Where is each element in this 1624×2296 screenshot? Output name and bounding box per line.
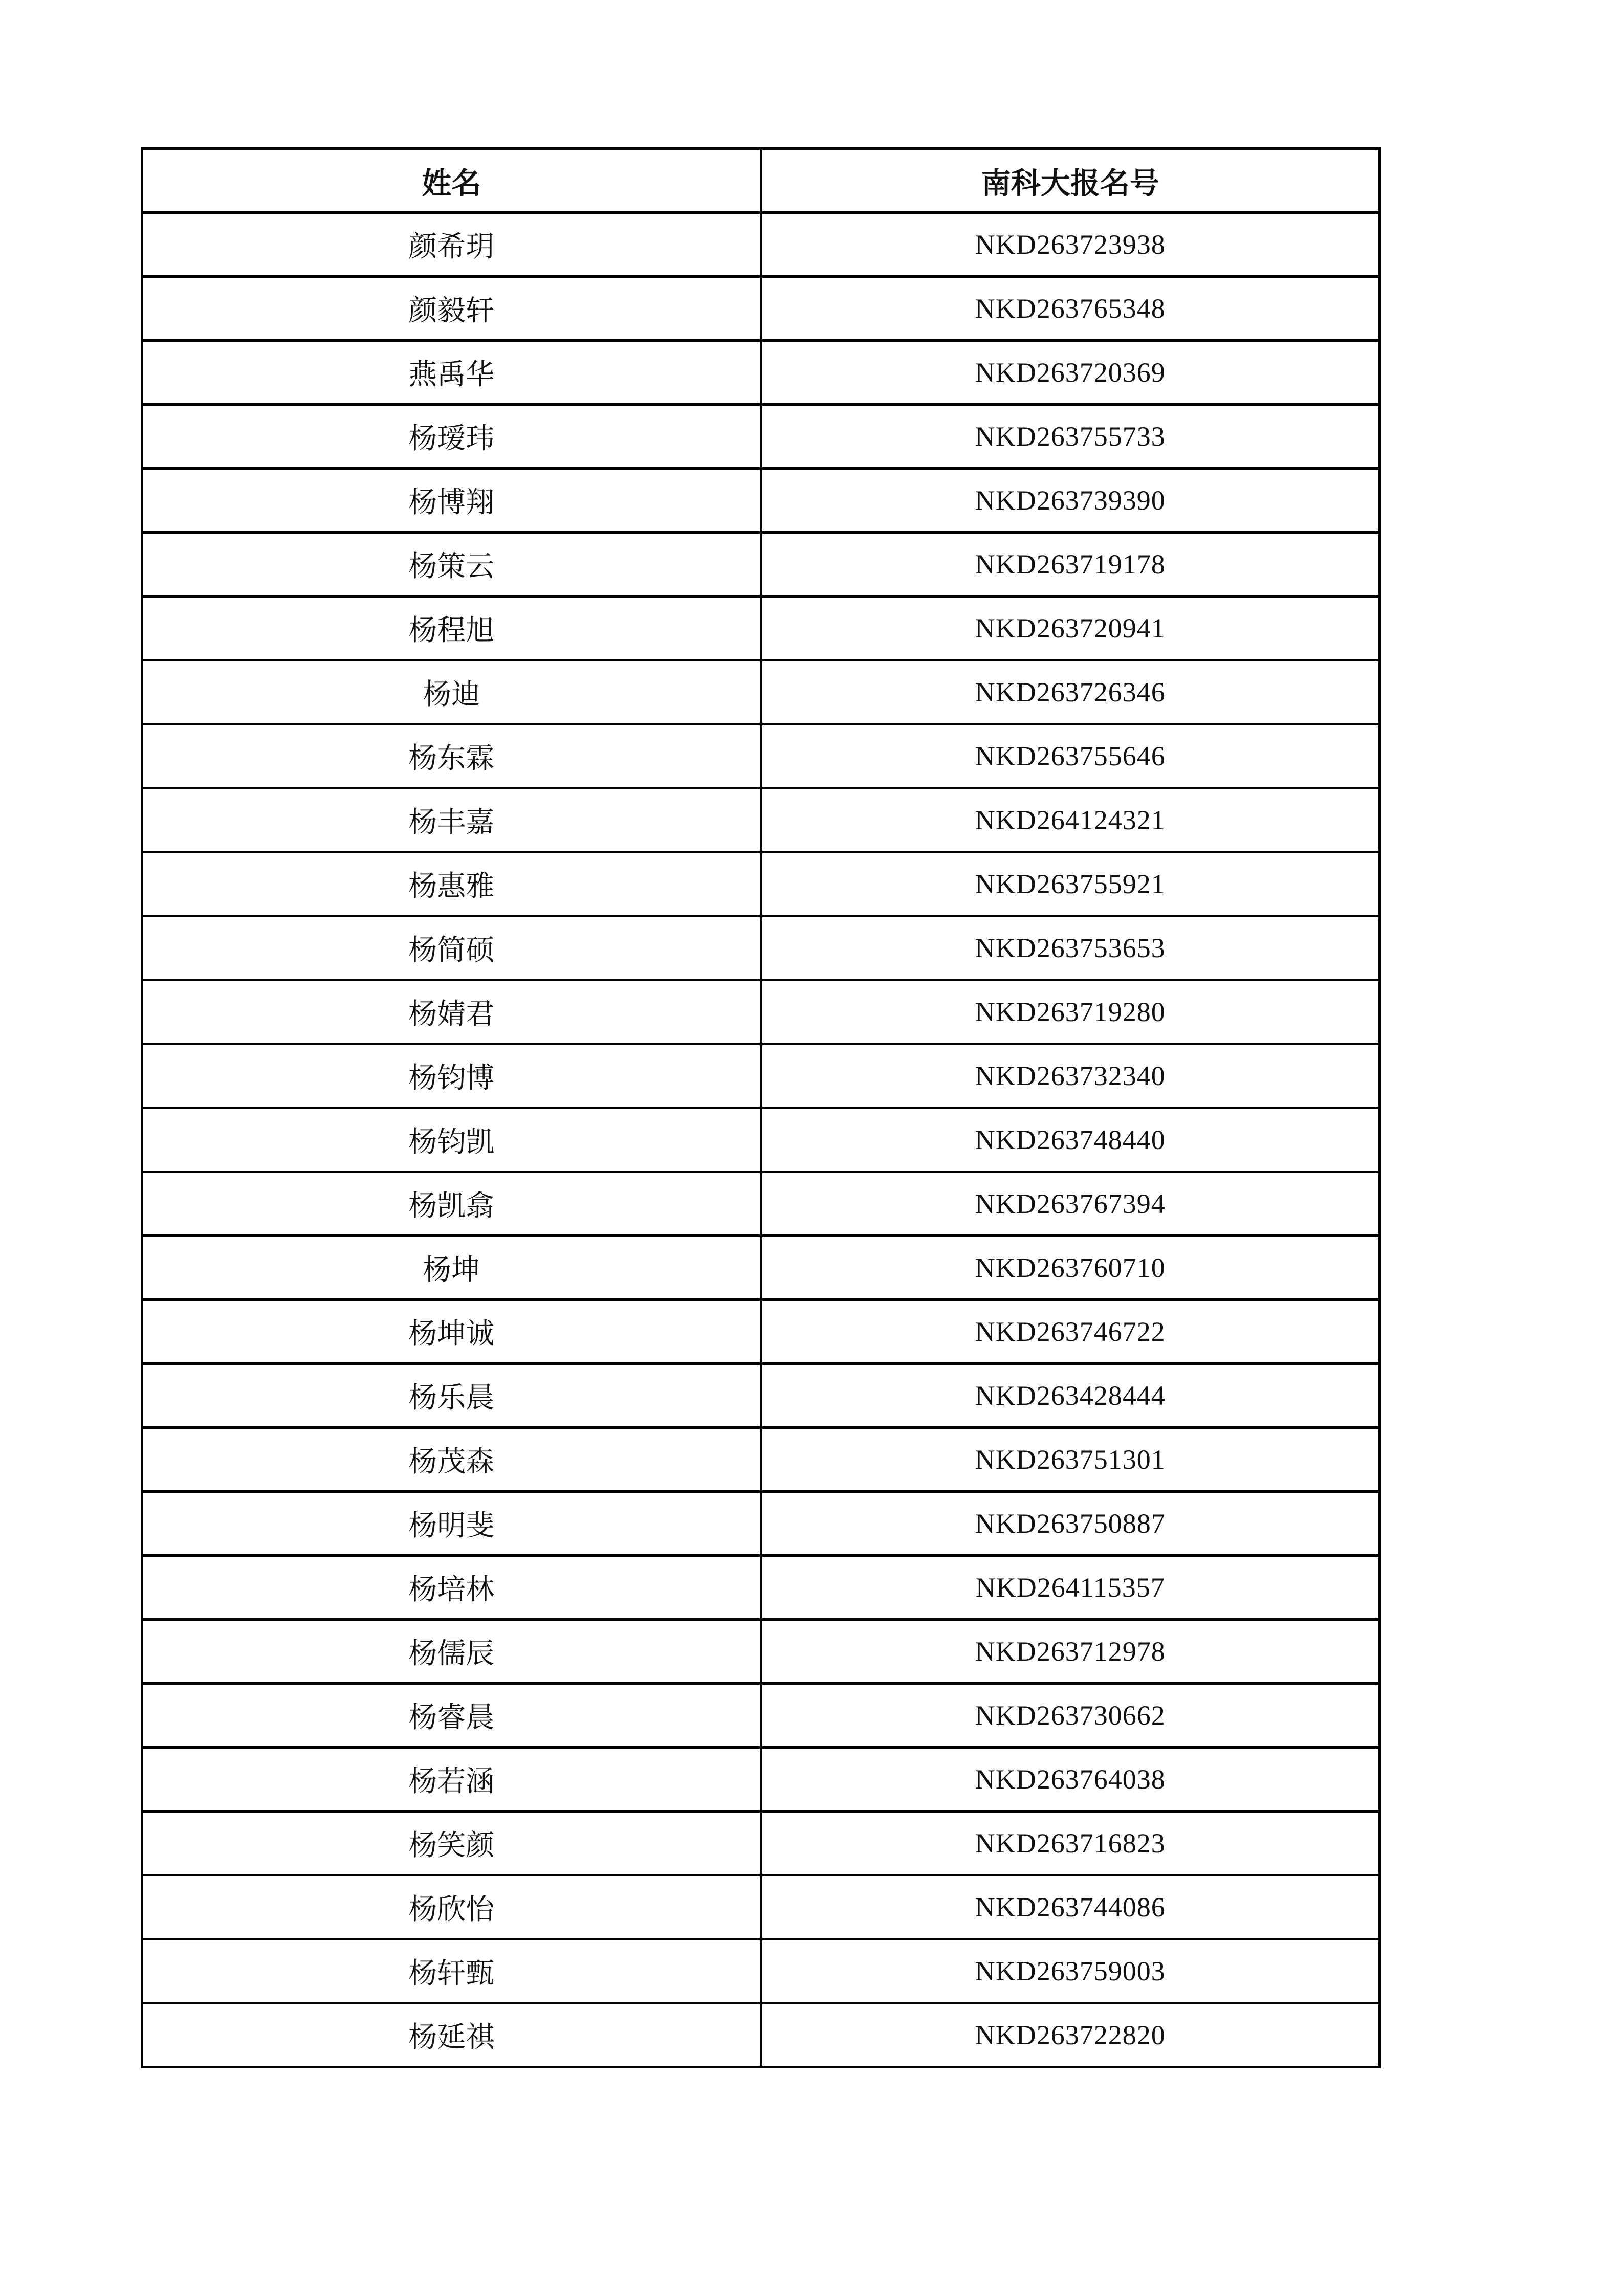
table-row	[142, 1748, 1380, 1812]
table-row	[142, 1236, 1380, 1300]
cell-registration-number: NKD263732340	[761, 1044, 1380, 1108]
cell-registration-number: NKD263739390	[761, 469, 1380, 533]
cell-registration-number: NKD263760710	[761, 1236, 1380, 1300]
table-row	[142, 1556, 1380, 1620]
cell-registration-number: NKD263719280	[761, 980, 1380, 1044]
table-row	[142, 469, 1380, 533]
cell-name: 杨钧博	[142, 1044, 761, 1108]
table-row	[142, 1875, 1380, 1939]
table-row	[142, 1812, 1380, 1875]
cell-registration-number: NKD263720941	[761, 597, 1380, 660]
cell-registration-number: NKD263722820	[761, 2003, 1380, 2067]
cell-registration-number: NKD263730662	[761, 1684, 1380, 1748]
table-row	[142, 1300, 1380, 1364]
cell-name: 杨延祺	[142, 2003, 761, 2067]
cell-name: 杨凯翕	[142, 1172, 761, 1236]
cell-registration-number: NKD263755733	[761, 405, 1380, 469]
table-row	[142, 1684, 1380, 1748]
cell-registration-number: NKD263750887	[761, 1492, 1380, 1556]
cell-name: 杨东霖	[142, 724, 761, 788]
cell-name: 杨坤	[142, 1236, 761, 1300]
cell-registration-number: NKD263712978	[761, 1620, 1380, 1684]
cell-name: 颜毅轩	[142, 277, 761, 341]
table-header	[142, 149, 1380, 213]
table-row	[142, 2003, 1380, 2067]
header-name: 姓名	[142, 149, 761, 213]
cell-name: 杨坤诚	[142, 1300, 761, 1364]
cell-name: 杨茂森	[142, 1428, 761, 1492]
cell-name: 燕禹华	[142, 341, 761, 405]
table-row	[142, 660, 1380, 724]
header-registration-number: 南科大报名号	[761, 149, 1380, 213]
cell-registration-number: NKD263755921	[761, 852, 1380, 916]
cell-name: 杨若涵	[142, 1748, 761, 1812]
cell-registration-number: NKD263726346	[761, 660, 1380, 724]
header-row	[142, 149, 1380, 213]
cell-registration-number: NKD263753653	[761, 916, 1380, 980]
table-row	[142, 1364, 1380, 1428]
cell-name: 杨培林	[142, 1556, 761, 1620]
cell-name: 杨丰嘉	[142, 788, 761, 852]
cell-name: 杨轩甄	[142, 1939, 761, 2003]
table-row	[142, 405, 1380, 469]
cell-registration-number: NKD263744086	[761, 1875, 1380, 1939]
cell-name: 杨瑷玮	[142, 405, 761, 469]
table-row	[142, 788, 1380, 852]
cell-name: 杨简硕	[142, 916, 761, 980]
cell-name: 杨睿晨	[142, 1684, 761, 1748]
table-row	[142, 916, 1380, 980]
document-page	[141, 147, 1381, 2068]
cell-name: 杨乐晨	[142, 1364, 761, 1428]
cell-name: 杨儒辰	[142, 1620, 761, 1684]
cell-registration-number: NKD263720369	[761, 341, 1380, 405]
table-row	[142, 341, 1380, 405]
cell-registration-number: NKD264115357	[761, 1556, 1380, 1620]
cell-name: 杨惠雅	[142, 852, 761, 916]
table-row	[142, 1428, 1380, 1492]
cell-name: 杨策云	[142, 533, 761, 597]
table-row	[142, 1620, 1380, 1684]
table-row	[142, 213, 1380, 277]
cell-name: 颜希玥	[142, 213, 761, 277]
table-row	[142, 1939, 1380, 2003]
table-row	[142, 1044, 1380, 1108]
cell-registration-number: NKD263765348	[761, 277, 1380, 341]
table-row	[142, 980, 1380, 1044]
cell-registration-number: NKD263716823	[761, 1812, 1380, 1875]
cell-registration-number: NKD263428444	[761, 1364, 1380, 1428]
table-row	[142, 277, 1380, 341]
cell-name: 杨钧凯	[142, 1108, 761, 1172]
table-row	[142, 1492, 1380, 1556]
cell-name: 杨婧君	[142, 980, 761, 1044]
roster-table	[141, 147, 1381, 2068]
cell-name: 杨迪	[142, 660, 761, 724]
table-row	[142, 724, 1380, 788]
cell-registration-number: NKD263759003	[761, 1939, 1380, 2003]
cell-registration-number: NKD263767394	[761, 1172, 1380, 1236]
cell-registration-number: NKD263755646	[761, 724, 1380, 788]
table-row	[142, 533, 1380, 597]
cell-registration-number: NKD263723938	[761, 213, 1380, 277]
cell-name: 杨博翔	[142, 469, 761, 533]
cell-registration-number: NKD263764038	[761, 1748, 1380, 1812]
cell-name: 杨笑颜	[142, 1812, 761, 1875]
cell-registration-number: NKD263719178	[761, 533, 1380, 597]
cell-name: 杨程旭	[142, 597, 761, 660]
cell-registration-number: NKD263748440	[761, 1108, 1380, 1172]
cell-registration-number: NKD263751301	[761, 1428, 1380, 1492]
table-body	[142, 213, 1380, 2067]
cell-name: 杨欣怡	[142, 1875, 761, 1939]
cell-registration-number: NKD263746722	[761, 1300, 1380, 1364]
table-row	[142, 852, 1380, 916]
table-row	[142, 597, 1380, 660]
table-row	[142, 1172, 1380, 1236]
table-row	[142, 1108, 1380, 1172]
cell-registration-number: NKD264124321	[761, 788, 1380, 852]
cell-name: 杨明斐	[142, 1492, 761, 1556]
